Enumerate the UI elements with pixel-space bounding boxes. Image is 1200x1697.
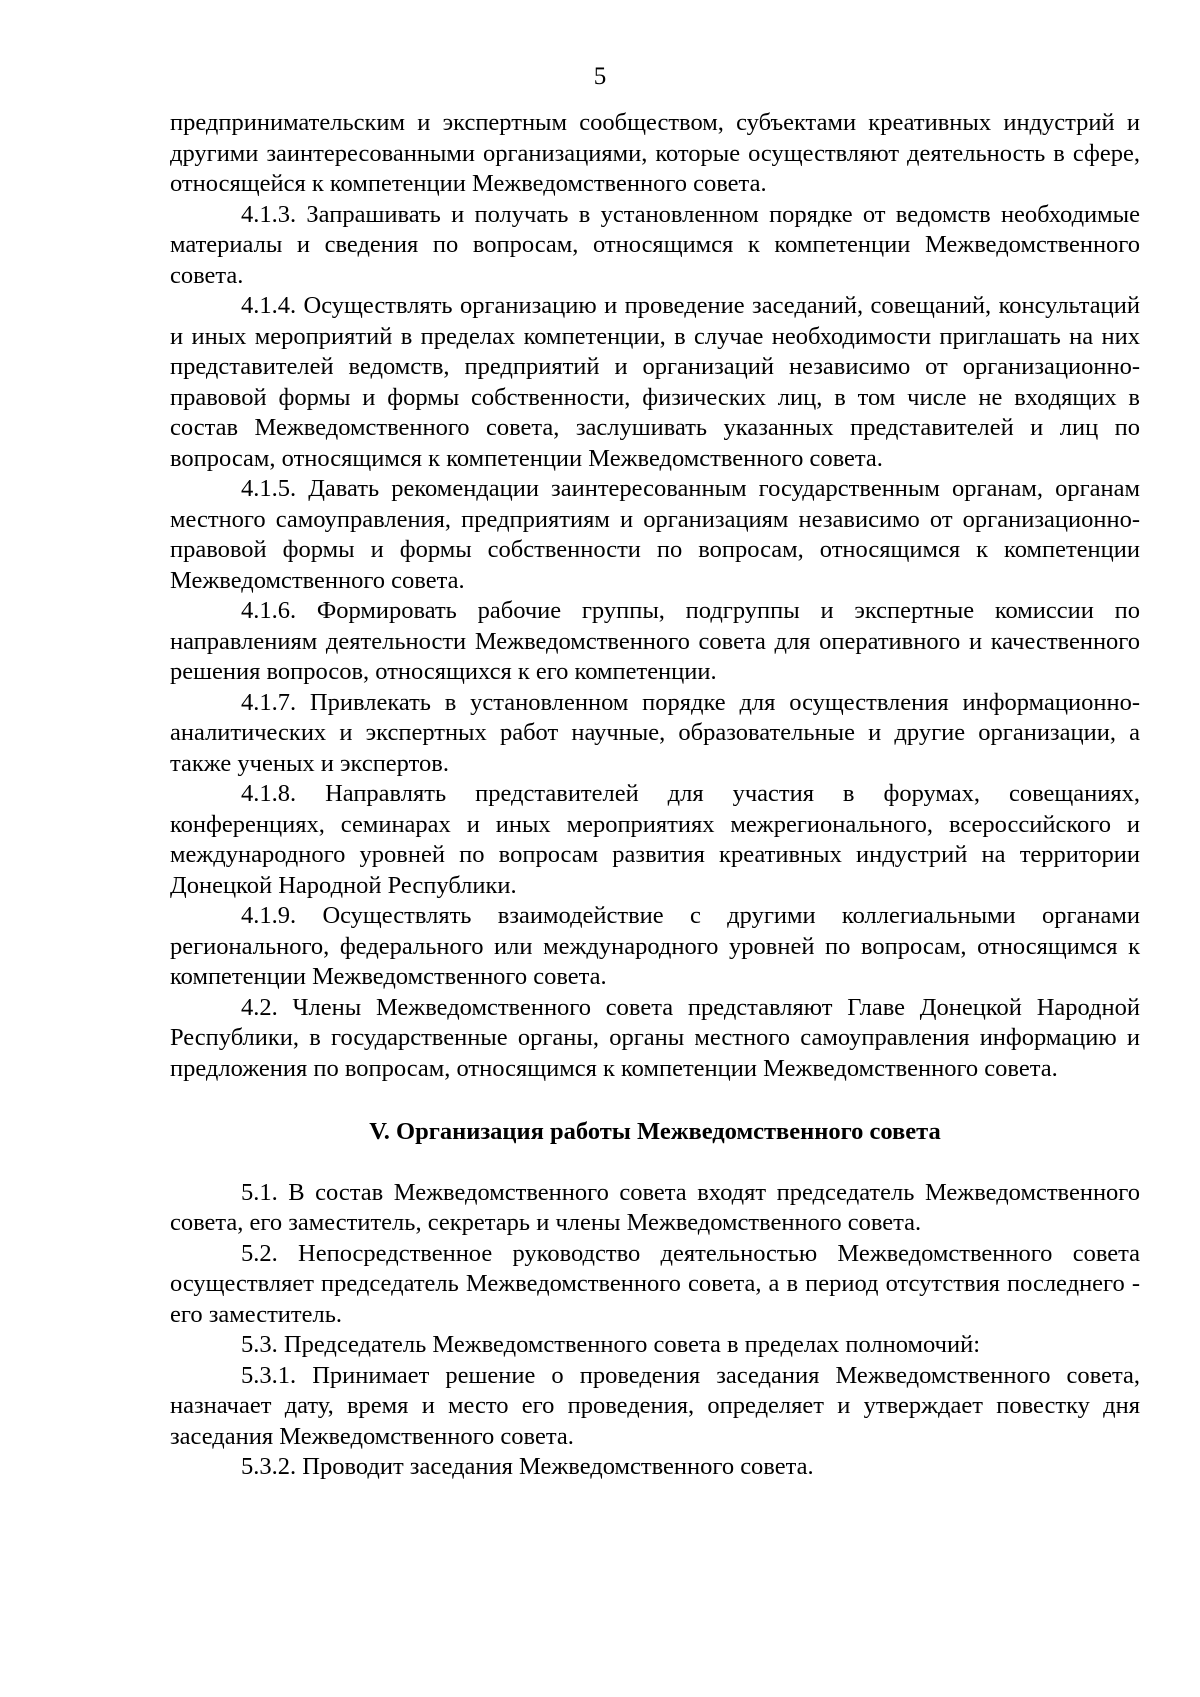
paragraph-4-1-9: 4.1.9. Осуществлять взаимодействие с другими коллегиальными органами регионального, федерального или международного уровней по вопросам, относящимся к компетенции Межведомственного совета. bbox=[170, 902, 1140, 990]
page-number: 5 bbox=[593, 63, 607, 90]
paragraph-4-1-8: 4.1.8. Направлять представителей для участия в форумах, совещаниях, конференциях, семинарах и иных мероприятиях межрегионального, всероссийского и международного уровней по вопросам развития креативных индустрий на территории Донецкой Народной Республики. bbox=[170, 780, 1140, 899]
paragraph-5-3: 5.3. Председатель Межведомственного совета в пределах полномочий: bbox=[241, 1331, 981, 1358]
paragraph-4-1-5: 4.1.5. Давать рекомендации заинтересованным государственным органам, органам местного самоуправления, предприятиям и организациям независимо от организационно-правовой формы и формы собственности по вопросам, относящимся к компетенции Межведомственного совета. bbox=[170, 475, 1140, 594]
paragraph-5-2: 5.2. Непосредственное руководство деятельностью Межведомственного совета осуществляет председатель Межведомственного совета, а в период отсутствия последнего - его заместитель. bbox=[170, 1239, 1140, 1328]
paragraph-4-2: 4.2. Члены Межведомственного совета представляют Главе Донецкой Народной Республики, в государственные органы, органы местного самоуправления информацию и предложения по вопросам, относящимся к компетенции Межведомственного совета. bbox=[170, 993, 1140, 1082]
paragraph-4-1-7: 4.1.7. Привлекать в установленном порядке для осуществления информационно-аналитических и экспертных работ научные, образовательные и другие организации, а также ученых и экспертов. bbox=[170, 688, 1140, 777]
paragraph-5-1: 5.1. В состав Межведомственного совета входят председатель Межведомственного совета, его заместитель, секретарь и члены Межведомственного совета. bbox=[170, 1178, 1140, 1236]
paragraph-4-1-6: 4.1.6. Формировать рабочие группы, подгруппы и экспертные комиссии по направлениям деятельности Межведомственного совета для оперативного и качественного решения вопросов, относящихся к его компетенции. bbox=[170, 597, 1140, 685]
paragraph-continuation: предпринимательским и экспертным сообществом, субъектами креативных индустрий и другими заинтересованными организациями, которые осуществляют деятельность в сфере, относящейся к компетенции Межведомственного совета. bbox=[170, 109, 1140, 197]
section-heading: V. Организация работы Межведомственного совета bbox=[369, 1118, 941, 1145]
paragraph-5-3-1: 5.3.1. Принимает решение о проведения заседания Межведомственного совета, назначает дату, время и место его проведения, определяет и утверждает повестку дня заседания Межведомственного совета. bbox=[170, 1361, 1140, 1450]
paragraph-4-1-4: 4.1.4. Осуществлять организацию и проведение заседаний, совещаний, консультаций и иных мероприятий в пределах компетенции, в случае необходимости приглашать на них представителей ведомств, предприятий и организаций независимо от организационно-правовой формы и формы собственности, физических лиц, в том числе не входящих в состав Межведомственного совета, заслушивать указанных представителей и лиц по вопросам, относящимся к компетенции Межведомственного совета. bbox=[170, 292, 1140, 472]
paragraph-5-3-2: 5.3.2. Проводит заседания Межведомственного совета. bbox=[241, 1453, 814, 1480]
paragraph-4-1-3: 4.1.3. Запрашивать и получать в установленном порядке от ведомств необходимые материалы и сведения по вопросам, относящимся к компетенции Межведомственного совета. bbox=[170, 200, 1140, 289]
document-body bbox=[170, 108, 1140, 1483]
